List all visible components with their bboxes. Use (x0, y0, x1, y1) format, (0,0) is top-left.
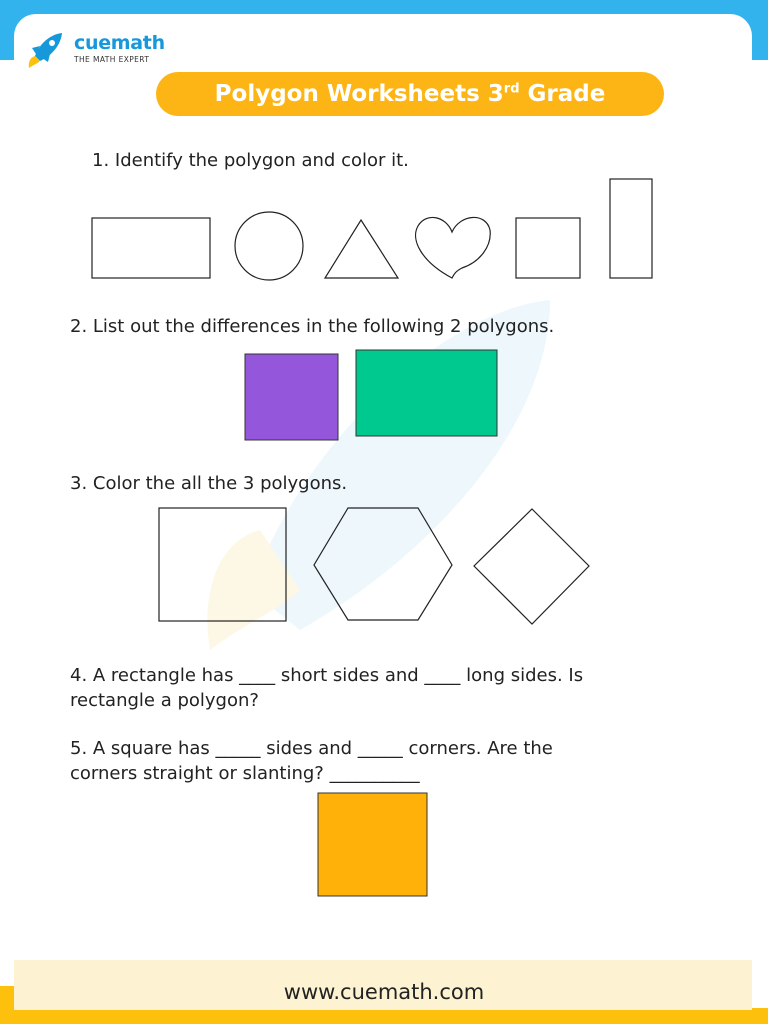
q2-green-rectangle (356, 350, 497, 436)
q3-diamond-shape (474, 509, 589, 624)
footer-url: www.cuemath.com (283, 980, 485, 1004)
q1-square-shape (516, 218, 580, 278)
question-4-line-2: rectangle a polygon? (70, 690, 259, 711)
title-suffix: Grade (519, 81, 606, 107)
q5-orange-square (318, 793, 427, 896)
q1-heart-shape (416, 217, 491, 278)
question-5-line-1: 5. A square has _____ sides and _____ corners. Are the (70, 738, 553, 759)
q1-triangle-shape (325, 220, 398, 278)
question-1: 1. Identify the polygon and color it. (92, 150, 409, 171)
q3-hexagon-shape (314, 508, 452, 620)
q2-purple-square (245, 354, 338, 440)
q3-square-shape (159, 508, 286, 621)
q1-circle-shape (235, 212, 303, 280)
q1-tall-rectangle-shape (610, 179, 652, 278)
question-5-line-2: corners straight or slanting? __________ (70, 763, 420, 784)
title-prefix: Polygon Worksheets 3 (214, 81, 504, 107)
q1-rectangle-shape (92, 218, 210, 278)
title-superscript: rd (503, 81, 520, 97)
question-3: 3. Color the all the 3 polygons. (70, 473, 348, 494)
question-4-line-1: 4. A rectangle has ____ short sides and ____ long sides. Is (70, 665, 584, 686)
brand-tagline: THE MATH EXPERT (74, 55, 150, 64)
question-2: 2. List out the differences in the following 2 polygons. (70, 316, 555, 337)
brand-name: cuemath (74, 32, 165, 54)
